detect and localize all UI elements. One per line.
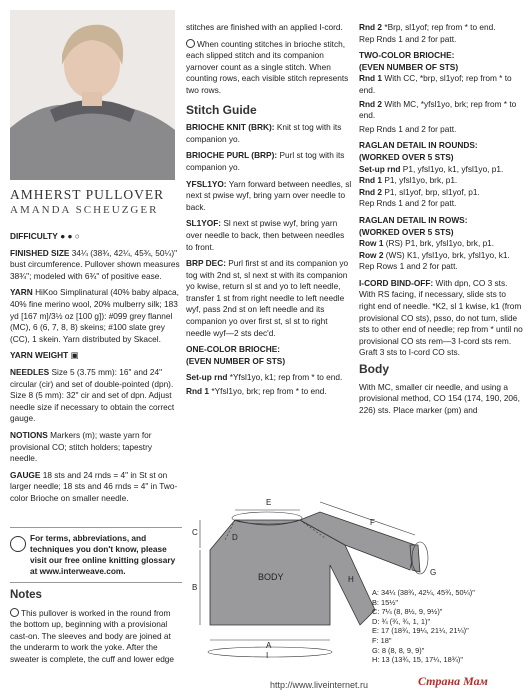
raglan-rounds-rnd1-label: Rnd 1 — [359, 175, 383, 186]
measurement-f: F: 18" — [372, 635, 392, 645]
gauge-label: GAUGE — [10, 469, 41, 480]
body-heading: Body — [359, 362, 389, 377]
one-color-brioche-label: ONE-COLOR BRIOCHE: — [186, 344, 281, 355]
brp-dec-text: Purl first st and its companion yo tog with 2nd st, sl next st with its companion yo kwise, return sl st and yo to left needle, transfer 1 st from right needle to left needle wyf, pass 2nd st on left needle and its companion yo over first st, sl st to right needle wyf—2 sts dec'd. — [186, 258, 349, 338]
body-label: BODY — [258, 572, 284, 582]
left-column — [10, 231, 180, 509]
raglan-rounds-rnd2-text: P1, sl1yof, brp, sl1yof, p1. — [384, 186, 480, 197]
rep-text: Rep Rnds 1 and 2 for patt. — [359, 33, 457, 44]
watermark-logo: Страна Мам — [418, 674, 488, 688]
difficulty-label: DIFFICULTY — [10, 231, 58, 241]
raglan-rounds-setup-text: P1, yfsl1yo, k1, yfsl1yo, p1. — [402, 163, 504, 174]
two-color-brioche-label: TWO-COLOR BRIOCHE: — [359, 50, 455, 61]
finished-size-text: 34¼ (38¾, 42¼, 45¾, 50¼)" bust circumference. Pullover shown measures 38¾"; modeled with 6¾" of positive ease. — [10, 247, 180, 281]
yfsl1yo-text: Yarn forward between needles, sl next st pwise wyf, bring yarn over needle to back. — [186, 178, 352, 212]
note-2-text: When counting stitches in brioche stitch, each slipped stitch and its companion yarnover count as a single stitch. When counting rows, each visible stitch represents two rows. — [186, 38, 349, 95]
model-illustration — [10, 10, 175, 180]
raglan-rounds-sub: (WORKED OVER 5 STS) — [359, 151, 454, 162]
needles-text: Size 5 (3.75 mm): 16" and 24" circular (cir) and set of double-pointed (dpn). Size 8 (5 mm): 32" cir and set of dpn. Adjust needle size if necessary to obtain the correct gauge. — [10, 366, 175, 424]
note-continuation: stitches are finished with an applied I-cord. — [186, 22, 343, 32]
raglan-rows-row1-label: Row 1 — [359, 238, 384, 249]
raglan-rows-row2-label: Row 2 — [359, 249, 384, 260]
yarn-weight-label: YARN WEIGHT — [10, 350, 69, 361]
rnd2-label: Rnd 2 — [359, 22, 383, 32]
raglan-rounds-setup-label: Set-up rnd — [359, 163, 401, 174]
measurement-b: B: 15½" — [372, 597, 399, 607]
difficulty-rating: ● ● ○ — [60, 231, 80, 241]
bullet-icon — [10, 608, 19, 617]
gauge-text: 18 sts and 24 rnds = 4" in St st on larger needle; 18 sts and 46 rnds = 4" in Two-color Brioche on smaller needle. — [10, 469, 178, 503]
info-icon — [10, 536, 26, 552]
brk-text: Knit st tog with its companion yo. — [186, 122, 342, 144]
measurements-list — [372, 588, 527, 665]
footer-url: http://www.liveinternet.ru — [270, 680, 369, 690]
note-1-text: This pullover is worked in the round from the bottom up, beginning with a provisional cast-on. The sleeves and body are joined at the underarm to work the yoke. After the sweater is complete, the cuff and lower edge — [10, 607, 175, 664]
sl1yof-label: SL1YOF: — [186, 218, 222, 229]
raglan-rows-rep: Rep Rows 1 and 2 for patt. — [359, 261, 458, 272]
letter-c: C — [192, 528, 198, 537]
one-color-rnd1-label: Rnd 1 — [186, 386, 210, 397]
pattern-title-block — [10, 187, 180, 216]
letter-e: E — [266, 498, 272, 507]
yfsl1yo-label: YFSL1YO: — [186, 178, 227, 189]
two-color-rep: Rep Rnds 1 and 2 for patt. — [359, 123, 457, 134]
raglan-rows-row2-text: (WS) K1, yfsl1yo, brk, yfsl1yo, k1. — [385, 249, 510, 260]
letter-g: G — [430, 568, 437, 577]
measurement-a: A: 34¼ (38¾, 42¼, 45¾, 50¼)" — [372, 588, 475, 597]
pattern-title: AMHERST PULLOVER — [10, 187, 165, 202]
raglan-rounds-rnd2-label: Rnd 2 — [359, 186, 383, 197]
two-color-rnd2-text: With MC, *yfsl1yo, brk; rep from * to end. — [359, 98, 517, 121]
rnd2-text: *Brp, sl1yof; rep from * to end. — [384, 22, 496, 32]
letter-b: B — [192, 583, 198, 592]
yarn-weight-icon: ▣ — [70, 350, 79, 361]
two-color-brioche-sub: (EVEN NUMBER OF STS) — [359, 61, 459, 72]
notes-heading: Notes — [10, 589, 42, 601]
middle-column — [186, 22, 352, 403]
icord-bindoff-text: With dpn, CO 3 sts. With RS facing, if necessary, slide sts to right end of needle. *K2, sl 1 kwise, k1 (from provisional CO sts), psso, do not turn, slide sts to other end of needle; rep from * until no provisional CO sts rem—3 I-cord sts rem. Graft 3 sts to I-cord CO sts. — [359, 277, 523, 358]
raglan-rows-sub: (WORKED OVER 5 STS) — [359, 226, 454, 237]
brp-text: Purl st tog with its companion yo. — [186, 150, 345, 172]
measurement-d: D: ¾ (¾, ¾, 1, 1)" — [372, 616, 431, 626]
notions-label: NOTIONS — [10, 429, 48, 440]
raglan-rows-label: RAGLAN DETAIL IN ROWS: — [359, 214, 468, 225]
raglan-rounds-rep: Rep Rnds 1 and 2 for patt. — [359, 198, 457, 209]
notes-section — [10, 586, 182, 671]
right-column — [359, 22, 524, 421]
yarn-label: YARN — [10, 287, 33, 298]
body-text: With MC, smaller cir needle, and using a provisional method, CO 154 (174, 190, 206, 226) sts. Place marker (pm) and — [359, 381, 520, 415]
notions-text: Markers (m); waste yarn for provisional CO; stitch holders; tapestry needle. — [10, 429, 153, 464]
needles-label: NEEDLES — [10, 366, 50, 377]
model-photo — [10, 10, 175, 180]
measurement-g: G: 8 (8, 8, 9, 9)" — [372, 645, 425, 655]
bullet-icon — [186, 39, 195, 48]
raglan-rows-row1-text: (RS) P1, brk, yfsl1yo, brk, p1. — [385, 238, 495, 249]
letter-a: A — [266, 641, 272, 650]
letter-f: F — [370, 518, 375, 527]
glossary-note-text: For terms, abbreviations, and techniques you don't know, please visit our free online knitting glossary at www.interweave.com. — [30, 533, 176, 576]
brp-dec-label: BRP DEC: — [186, 258, 226, 269]
finished-size-label: FINISHED SIZE — [10, 247, 70, 258]
letter-i: I — [266, 651, 269, 660]
one-color-rnd1-text: *Yfsl1yo, brk; rep from * to end. — [211, 386, 327, 397]
sl1yof-text: Sl next st pwise wyf, bring yarn over needle to back, then between needles to front. — [186, 218, 345, 252]
measurement-e: E: 17 (18¾, 19¼, 21¼, 21¼)" — [372, 626, 469, 636]
one-color-setup-text: *Yfsl1yo, k1; rep from * to end. — [229, 372, 343, 383]
icord-bindoff-label: I-CORD BIND-OFF: — [359, 277, 434, 288]
measurement-h: H: 13 (13¾, 15, 17¼, 18¾)" — [372, 655, 463, 665]
brp-label: BRIOCHE PURL (BRP): — [186, 150, 278, 161]
glossary-note-box — [10, 527, 182, 583]
stitch-guide-heading: Stitch Guide — [186, 102, 257, 117]
measurement-c: C: 7¼ (8, 8½, 9, 9½)" — [372, 607, 443, 617]
yarn-text: HiKoo Simplinatural (40% baby alpaca, 40% fine merino wool, 20% mulberry silk; 183 yd [167 m]/3½ oz [100 g]): #099 grey flannel (MC), 6 (6, 7, 8, 8) skeins; #100 slate grey (CC), 1 skein. Yarn distributed by Skacel. — [10, 287, 179, 344]
letter-h: H — [348, 575, 354, 584]
raglan-rounds-label: RAGLAN DETAIL IN ROUNDS: — [359, 140, 478, 151]
two-color-rnd1-text: With CC, *brp, sl1yof; rep from * to end. — [359, 73, 512, 95]
one-color-brioche-sub: (EVEN NUMBER OF STS) — [186, 355, 286, 366]
raglan-rounds-rnd1-text: P1, yfsl1yo, brk, p1. — [384, 175, 458, 186]
designer-name: AMANDA SCHEUZGER — [10, 204, 159, 216]
letter-d: D — [232, 533, 238, 542]
two-color-rnd1-label: Rnd 1 — [359, 73, 383, 84]
one-color-setup-label: Set-up rnd — [186, 372, 228, 383]
two-color-rnd2-label: Rnd 2 — [359, 98, 383, 109]
brk-label: BRIOCHE KNIT (BRK): — [186, 122, 275, 133]
